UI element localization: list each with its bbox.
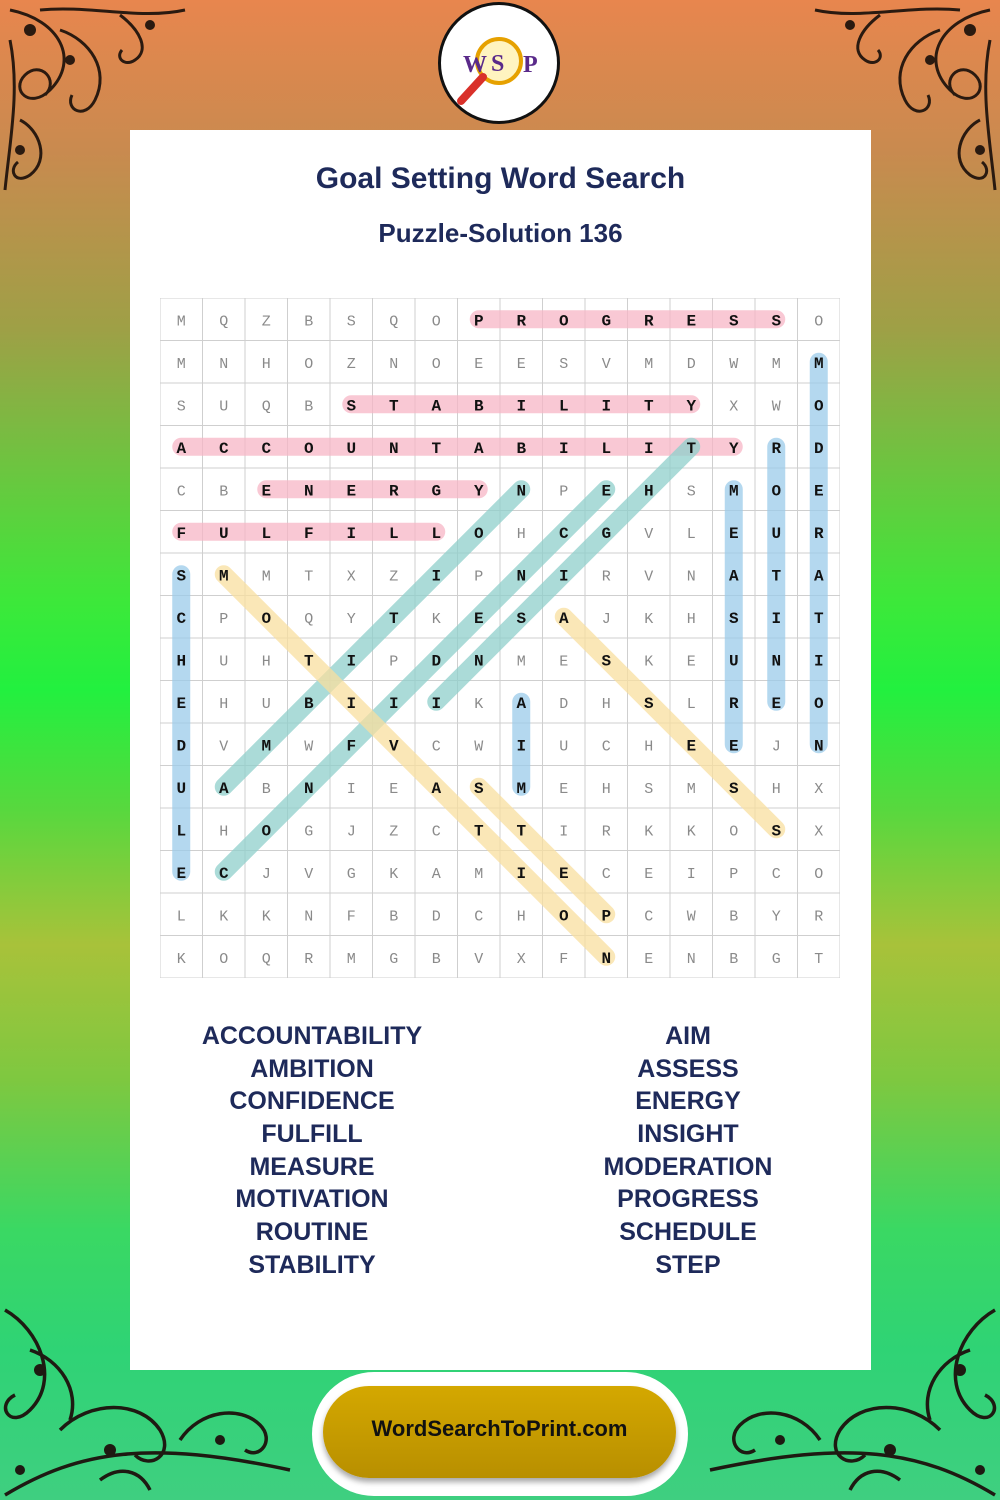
grid-letter: B — [261, 780, 271, 798]
grid-letter: Q — [261, 950, 271, 968]
grid-letter: H — [771, 780, 781, 798]
grid-letter: O — [814, 313, 824, 331]
grid-letter-found: A — [431, 397, 442, 416]
grid-letter-found: O — [558, 907, 569, 926]
grid-letter: B — [304, 398, 314, 416]
grid-letter-found: U — [771, 524, 782, 543]
grid-letter: E — [474, 355, 484, 373]
grid-letter-found: S — [728, 779, 739, 798]
logo-letter-w: W — [463, 52, 487, 78]
grid-letter-found: E — [601, 482, 612, 501]
grid-letter: R — [601, 568, 611, 586]
word-item: SCHEDULE — [619, 1218, 757, 1247]
grid-letter: M — [474, 865, 484, 883]
grid-letter-found: G — [601, 312, 612, 331]
grid-letter-found: I — [643, 439, 654, 458]
grid-letter: M — [261, 568, 271, 586]
grid-letter: M — [176, 313, 186, 331]
word-list-left — [162, 1020, 462, 1282]
grid-letter: U — [219, 398, 229, 416]
grid-letter: L — [176, 908, 186, 926]
grid-letter-found: G — [431, 482, 442, 501]
grid-letter-found: B — [516, 439, 527, 458]
grid-letter-found: A — [431, 779, 442, 798]
grid-letter: H — [219, 695, 229, 713]
grid-letter: O — [431, 355, 441, 373]
grid-letter: N — [304, 908, 314, 926]
grid-letter-found: H — [176, 652, 187, 671]
grid-letter: K — [644, 610, 654, 628]
grid-letter: J — [771, 738, 781, 756]
grid-letter: V — [644, 525, 654, 543]
grid-letter: W — [729, 355, 739, 373]
grid-letter-found: T — [473, 822, 484, 841]
word-item: FULFILL — [261, 1120, 363, 1149]
grid-letter: B — [729, 950, 739, 968]
grid-letter: E — [389, 780, 399, 798]
grid-letter-found: R — [813, 524, 824, 543]
grid-letter: E — [686, 653, 696, 671]
grid-letter-found: E — [728, 737, 739, 756]
grid-letter: X — [346, 568, 356, 586]
grid-letter: M — [516, 653, 526, 671]
grid-letter: U — [559, 738, 569, 756]
grid-letter-found: A — [813, 567, 824, 586]
grid-letter: C — [771, 865, 781, 883]
word-item: STABILITY — [248, 1250, 376, 1279]
grid-letter-found: S — [516, 609, 527, 628]
grid-letter-found: I — [601, 397, 612, 416]
grid-letter: O — [219, 950, 229, 968]
grid-letter: T — [814, 950, 824, 968]
grid-letter: Q — [389, 313, 399, 331]
grid-letter-found: S — [771, 822, 782, 841]
grid-letter: K — [474, 695, 484, 713]
grid-letter-found: R — [388, 482, 399, 501]
grid-letter: W — [771, 398, 781, 416]
grid-letter: G — [389, 950, 399, 968]
grid-letter-found: S — [728, 312, 739, 331]
grid-letter: Z — [346, 355, 356, 373]
grid-letter: H — [644, 738, 654, 756]
grid-letter-found: L — [601, 439, 612, 458]
grid-letter: K — [431, 610, 441, 628]
grid-letter-found: N — [601, 949, 612, 968]
grid-letter: Q — [219, 313, 229, 331]
grid-letter: H — [601, 780, 611, 798]
grid-letter-found: N — [516, 482, 527, 501]
grid-letter: B — [304, 313, 314, 331]
grid-letter-found: P — [601, 907, 612, 926]
grid-letter-found: T — [388, 609, 399, 628]
word-item: ASSESS — [637, 1054, 739, 1083]
grid-letter-found: E — [813, 482, 824, 501]
grid-letter: C — [176, 483, 186, 501]
grid-letter: Z — [389, 823, 399, 841]
grid-letter-found: P — [473, 312, 484, 331]
grid-letter: Q — [261, 398, 271, 416]
grid-letter: R — [814, 908, 824, 926]
grid-letter-found: I — [431, 694, 442, 713]
word-item: ROUTINE — [255, 1218, 369, 1247]
grid-letter-found: T — [643, 397, 654, 416]
word-item: ACCOUNTABILITY — [201, 1022, 423, 1050]
grid-letter-found: L — [558, 397, 569, 416]
grid-letter-found: E — [261, 482, 272, 501]
grid-letter: M — [771, 355, 781, 373]
grid-letter: H — [261, 653, 271, 671]
grid-letter: J — [601, 610, 611, 628]
word-item: ENERGY — [635, 1087, 741, 1116]
grid-letter: W — [304, 738, 314, 756]
grid-letter: E — [559, 780, 569, 798]
grid-letter-found: T — [771, 567, 782, 586]
grid-letter: M — [644, 355, 654, 373]
grid-letter: K — [644, 823, 654, 841]
grid-letter: I — [686, 865, 696, 883]
grid-letter: W — [474, 738, 484, 756]
grid-letter: X — [814, 780, 824, 798]
grid-letter-found: I — [346, 652, 357, 671]
grid-letter-found: A — [516, 694, 527, 713]
page-title: Goal Setting Word Search — [315, 162, 686, 195]
grid-letter: D — [686, 355, 696, 373]
grid-letter-found: I — [813, 652, 824, 671]
grid-letter: M — [346, 950, 356, 968]
grid-letter-found: C — [558, 524, 569, 543]
grid-letter-found: E — [686, 312, 697, 331]
grid-letter-found: D — [176, 737, 187, 756]
word-item: INSIGHT — [637, 1120, 739, 1149]
grid-letter: O — [431, 313, 441, 331]
grid-letter: B — [431, 950, 441, 968]
grid-letter: P — [474, 568, 484, 586]
grid-letter-found: N — [303, 779, 314, 798]
grid-letter-found: M — [261, 737, 272, 756]
word-list-right — [538, 1020, 838, 1282]
grid-letter-found: V — [388, 737, 399, 756]
grid-letter: E — [516, 355, 526, 373]
grid-letter: S — [644, 780, 654, 798]
grid-letter-found: E — [771, 694, 782, 713]
grid-letter-found: M — [516, 779, 527, 798]
grid-letter: T — [304, 568, 314, 586]
grid-letter: N — [686, 950, 696, 968]
grid-letter-found: B — [303, 694, 314, 713]
grid-letter-found: B — [473, 397, 484, 416]
grid-letter: H — [219, 823, 229, 841]
grid-letter: Y — [346, 610, 356, 628]
grid-letter: S — [176, 398, 186, 416]
grid-letter-found: U — [728, 652, 739, 671]
grid-letter-found: D — [431, 652, 442, 671]
grid-letter-found: S — [346, 397, 357, 416]
grid-letter: S — [346, 313, 356, 331]
grid-letter-found: O — [303, 439, 314, 458]
grid-letter: V — [219, 738, 229, 756]
grid-letter: X — [729, 398, 739, 416]
grid-letter: Z — [261, 313, 271, 331]
grid-letter: C — [474, 908, 484, 926]
grid-letter-found: R — [771, 439, 782, 458]
word-item: MOTIVATION — [235, 1185, 389, 1214]
grid-letter: H — [261, 355, 271, 373]
grid-letter-found: A — [728, 567, 739, 586]
grid-letter-found: G — [601, 524, 612, 543]
grid-letter-found: S — [473, 779, 484, 798]
grid-letter-found: I — [558, 439, 569, 458]
grid-letter-found: E — [473, 609, 484, 628]
grid-letter: X — [814, 823, 824, 841]
logo-letter-p: P — [523, 52, 538, 78]
grid-letter: H — [516, 525, 526, 543]
word-item: STEP — [655, 1250, 721, 1279]
grid-letter: L — [686, 695, 696, 713]
grid-letter: G — [304, 823, 314, 841]
grid-letter-found: E — [728, 524, 739, 543]
grid-letter-found: O — [558, 312, 569, 331]
grid-letter-found: L — [261, 524, 272, 543]
grid-letter-found: I — [431, 567, 442, 586]
grid-letter: G — [771, 950, 781, 968]
grid-letter: A — [431, 865, 441, 883]
grid-letter-found: Y — [686, 397, 697, 416]
grid-letter: L — [686, 525, 696, 543]
grid-letter-found: A — [176, 439, 187, 458]
grid-letter-found: S — [728, 609, 739, 628]
grid-letter: I — [559, 823, 569, 841]
grid-letter: O — [304, 355, 314, 373]
word-grid — [160, 298, 840, 978]
grid-letter-found: I — [558, 567, 569, 586]
grid-letter: D — [431, 908, 441, 926]
grid-letter: K — [389, 865, 399, 883]
grid-letter: E — [644, 950, 654, 968]
grid-letter-found: D — [813, 439, 824, 458]
grid-letter-found: E — [346, 482, 357, 501]
grid-letter: C — [601, 738, 611, 756]
grid-letter: K — [176, 950, 186, 968]
grid-letter-found: I — [516, 737, 527, 756]
grid-letter-found: Y — [473, 482, 484, 501]
grid-letter-found: L — [388, 524, 399, 543]
word-item: MEASURE — [249, 1152, 375, 1181]
grid-letter: H — [516, 908, 526, 926]
grid-letter: B — [389, 908, 399, 926]
grid-letter: W — [686, 908, 696, 926]
grid-letter-found: R — [643, 312, 654, 331]
grid-letter: C — [431, 823, 441, 841]
grid-letter: E — [644, 865, 654, 883]
grid-letter: S — [559, 355, 569, 373]
grid-letter-found: E — [686, 737, 697, 756]
grid-letter: J — [346, 823, 356, 841]
grid-letter-found: N — [813, 737, 824, 756]
grid-letter-found: I — [346, 694, 357, 713]
grid-letter: H — [686, 610, 696, 628]
magnifier-icon — [441, 5, 557, 121]
grid-letter: M — [686, 780, 696, 798]
grid-letter: B — [729, 908, 739, 926]
grid-letter-found: U — [176, 779, 187, 798]
grid-letter-found: O — [771, 482, 782, 501]
grid-letter: R — [601, 823, 611, 841]
grid-letter-found: C — [218, 864, 229, 883]
grid-letter-found: C — [176, 609, 187, 628]
grid-letter-found: A — [473, 439, 484, 458]
grid-letter: P — [729, 865, 739, 883]
logo-letter-s: S — [491, 51, 505, 77]
grid-letter-found: C — [218, 439, 229, 458]
grid-letter-found: N — [388, 439, 399, 458]
grid-letter: Q — [304, 610, 314, 628]
grid-letter-found: M — [728, 482, 739, 501]
grid-letter-found: S — [176, 567, 187, 586]
grid-letter-found: Y — [728, 439, 739, 458]
grid-letter-found: M — [218, 567, 229, 586]
grid-letter: F — [346, 908, 356, 926]
grid-letter-found: S — [771, 312, 782, 331]
word-item: PROGRESS — [617, 1185, 759, 1214]
grid-letter-found: A — [558, 609, 569, 628]
grid-letter-found: T — [431, 439, 442, 458]
grid-letter: U — [219, 653, 229, 671]
word-item: AIM — [665, 1022, 711, 1050]
grid-letter: V — [304, 865, 314, 883]
grid-letter: J — [261, 865, 271, 883]
grid-letter: V — [601, 355, 611, 373]
grid-letter-found: O — [813, 397, 824, 416]
grid-letter: C — [644, 908, 654, 926]
grid-letter-found: N — [473, 652, 484, 671]
grid-letter: Y — [771, 908, 781, 926]
grid-letter-found: R — [728, 694, 739, 713]
grid-letter: K — [261, 908, 271, 926]
grid-letter-found: N — [516, 567, 527, 586]
grid-letter-found: O — [813, 694, 824, 713]
grid-letter-found: C — [261, 439, 272, 458]
grid-letter: P — [559, 483, 569, 501]
grid-letter: K — [686, 823, 696, 841]
grid-letter-found: S — [601, 652, 612, 671]
grid-letter: B — [219, 483, 229, 501]
grid-letter-found: U — [218, 524, 229, 543]
grid-letter-found: O — [261, 609, 272, 628]
grid-letter-found: H — [643, 482, 654, 501]
grid-letter-found: T — [303, 652, 314, 671]
grid-letter: K — [219, 908, 229, 926]
grid-letter-found: T — [813, 609, 824, 628]
word-item: MODERATION — [603, 1152, 773, 1181]
grid-letter-found: U — [346, 439, 357, 458]
website-button[interactable] — [323, 1386, 676, 1478]
grid-letter: V — [474, 950, 484, 968]
word-item: AMBITION — [250, 1054, 374, 1083]
page-subtitle: Puzzle-Solution 136 — [378, 218, 623, 248]
grid-letter-found: M — [813, 354, 824, 373]
grid-letter: C — [601, 865, 611, 883]
wsp-logo — [438, 2, 560, 124]
grid-letter-found: I — [516, 864, 527, 883]
grid-letter: P — [219, 610, 229, 628]
grid-letter-found: L — [176, 822, 187, 841]
grid-letter-found: T — [686, 439, 697, 458]
grid-letter-found: S — [643, 694, 654, 713]
grid-letter-found: R — [516, 312, 527, 331]
grid-letter-found: F — [176, 524, 187, 543]
grid-letter: N — [219, 355, 229, 373]
grid-letter: E — [559, 653, 569, 671]
grid-svg — [160, 298, 840, 978]
grid-letter: V — [644, 568, 654, 586]
grid-letter-found: O — [261, 822, 272, 841]
grid-letter: N — [686, 568, 696, 586]
grid-letter: M — [176, 355, 186, 373]
grid-letter-found: E — [558, 864, 569, 883]
grid-letter: U — [261, 695, 271, 713]
grid-letter-found: L — [431, 524, 442, 543]
grid-letter-found: N — [771, 652, 782, 671]
grid-letter-found: O — [473, 524, 484, 543]
grid-letter: R — [304, 950, 314, 968]
grid-letter-found: I — [771, 609, 782, 628]
grid-letter: P — [389, 653, 399, 671]
grid-letter: N — [389, 355, 399, 373]
grid-letter: X — [516, 950, 526, 968]
grid-letter-found: F — [303, 524, 314, 543]
grid-letter: H — [601, 695, 611, 713]
grid-letter: O — [814, 865, 824, 883]
grid-letter-found: F — [346, 737, 357, 756]
grid-letter: I — [346, 780, 356, 798]
grid-letter: O — [729, 823, 739, 841]
grid-letter-found: A — [218, 779, 229, 798]
grid-letter: C — [431, 738, 441, 756]
grid-letter-found: N — [303, 482, 314, 501]
grid-letter: Z — [389, 568, 399, 586]
grid-letter-found: I — [388, 694, 399, 713]
grid-letter: G — [346, 865, 356, 883]
grid-letter: D — [559, 695, 569, 713]
grid-letter-found: T — [516, 822, 527, 841]
grid-letter-found: E — [176, 694, 187, 713]
grid-letter-found: T — [388, 397, 399, 416]
website-label: WordSearchToPrint.com — [371, 1416, 628, 1441]
grid-letter-found: E — [176, 864, 187, 883]
word-item: CONFIDENCE — [229, 1087, 395, 1116]
grid-letter: K — [644, 653, 654, 671]
grid-letter: F — [559, 950, 569, 968]
grid-letter-found: I — [516, 397, 527, 416]
grid-letter-found: I — [346, 524, 357, 543]
grid-letter: S — [686, 483, 696, 501]
